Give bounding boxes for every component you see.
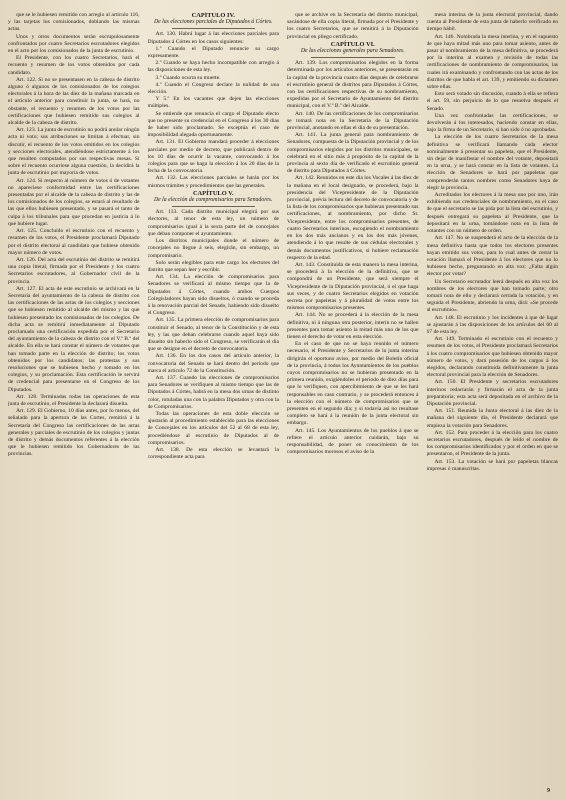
paragraph: Art. 129. El Gobierno, 10 días antes, por lo menos, del señalado para la apertura de las Cortes, remitirá á la Secretaría del Congreso las certificaciones de las actas generales y parciales de escrutinio de los colegios y juntas de distrito y demás documentos referentes á la elección que le hubiesen remitido los Gobernadores de las provincias. [8, 408, 140, 458]
paragraph: En el caso de que no se haya reunido el número necesario, el Presidente y Secretarios de la junta interina dirigirán el oportuno aviso, por medio del Boletín oficial de la provincia, á todos los Ayuntamientos de los pueblos cuyos compromisarios no se hubieran presentado en la primera reunión, exigiéndoles el período de diez días para que lo verifiquen, con apercibimiento de que se les hará responsables en caso contrario, y se procederá entonces á la elección con el número de compromisarios que se presenten en el segundo día; y si todavía así no resultase completo se hará á la reunión de la junta electoral sin embargo. [287, 341, 419, 427]
divider [311, 57, 395, 58]
paragraph: Una vez confrontadas las certificaciones, se devolverán á los interesados, haciendo constar en ellas, bajo la firma de un Secretario, si han sido ó no aprobadas. [426, 112, 558, 134]
paragraph: Art. 126. Del acta del escrutinio del distrito se remitirá una copia literal, firmada por el Presidente y los cuatro Secretarios escrutadores, al Gobernador civil de la provincia. [8, 256, 140, 285]
divider [172, 206, 256, 207]
paragraph: Art. 125. Concluido el escrutinio con el recuento y resumen de los votos, el Presidente proclamará Diputado por el distrito electoral al candidato que hubiese obtenido mayor número de votos. [8, 228, 140, 256]
paragraph: Art. 130. Habrá lugar á las elecciones parciales para Diputados á Córtes en los casos siguientes: [147, 31, 279, 45]
paragraph: 3.º Cuando ocurra su muerte. [155, 74, 221, 81]
paragraph: que se le hubiesen remitido con arreglo al artículo 116, y las tarjetas los comisionados, doblando las mismas actas. [8, 12, 140, 33]
paragraph: Art. 152. Para proceder á la elección para los cuatro secretarios escrutadores, después de leído el nombre de los compromisarios identificados y por el orden en que se presentaron, el Presidente de la junta. [426, 429, 558, 458]
paragraph: Art. 140. De las certificaciones de los compromisarios se tomará nota en la Secretaría de la Diputación provincial, anotando en ellas el día de su presentación. [287, 110, 419, 132]
paragraph: Y 5.º En los vacantes que dejen las elecciones múltiples. [147, 96, 279, 110]
paragraph: Art. 153. La votación se hará por papeletas blancas impresas ó manuscritas. [426, 458, 558, 472]
paragraph: Art. 136. En los dos casos del artículo anterior, la convocatoria del Senado se hará dentro del periodo que marca el artículo 72 de la Constitución. [147, 353, 279, 374]
chapter-heading: CAPÍTULO VI. [330, 40, 375, 48]
paragraph: La elección de los cuatro Secretarios de la mesa definitiva se verificará llamando cada elector nominalmente á presentar su papeleta, que el Presidente, sin dejar de manifestar el nombre del votante, depositará en la urna, y se hará constar en la lista de votantes. La elección de Senadores se hará por papeletas que comprenderán tantos nombres como Senadores haya de elegir la provincia. [426, 134, 558, 191]
paragraph: Art. 133. Cada distrito municipal elegirá por sus electores, al tenor de esta ley, un número de compromisarios igual á la sexta parte del de concejales que deban componer el ayuntamiento. [147, 209, 279, 237]
column-3 [287, 12, 419, 792]
chapter-subheading: De la elección de compromisarios para Senadores. [153, 197, 273, 204]
paragraph: Art. 141. La junta general para nombramiento de Senadores, compuesta de la Diputación provincial y de los compromisarios elegidos por los distritos municipales, se celebrará en el sitio más á propósito de la capital de la provincia al sexto día de verificado el escrutinio general de distrito para Diputados á Córtes. [287, 132, 419, 175]
paragraph: Acreditados los electores á la mesa uno por uno, irán exhibiendo sus credenciales de nombramiento, en el caso de que el secretario se las pida por la lista del escrutinio, y después entregará su papeleta al Presidente, que la depositará en la urna, tomándose nota en la lista de votantes con un número de orden. [426, 192, 558, 235]
paragraph: Art. 128. Terminadas todas las operaciones de esta junta de escrutinio, el Presidente la declarará disuelta. [8, 393, 140, 407]
paragraph: Un Secretario escrutador leerá después en alta voz los nombres de los electores que han tomado parte; otro tomará nota de ello y declarará cerrada la votación, y en seguida el Presidente, abriendo la urna, dirá: «Se procede al escrutinio». [426, 278, 558, 314]
paragraph: 2.º Cuando se haya hecho incompatible con arreglo á las disposiciones de esta ley. [147, 60, 279, 74]
paragraph: Art. 135. La primera elección de compromisarios para constituir el Senado, al tenor de la Constitución y de esta ley, y las que deban celebrarse cuando aquel haya sido disuelto sin haberlo sido el Congreso, se verificarán el día que se designe en el decreto de convocatoria. [147, 317, 279, 353]
paragraph: Esto será votado sin discusión, cuando á ella se refiera el art. 59, sin perjuicio de lo que resuelva después el Senado. [426, 91, 558, 112]
paragraph: Todas las operaciones de esta doble elección se ajustarán al procedimiento establecido para las elecciones de Concejales en los artículos del 52 al 68 de esta ley, procediéndose al escrutinio de Diputados al de compromisarios. [147, 410, 279, 446]
paragraph: Art. 138. De esta elección se levantará la correspondiente acta para [147, 446, 279, 461]
paragraph: que se archive en la Secretaría del distrito municipal, sacándose de ella copia literal, firmada por el Presidente y los cuatro Secretarios, que se remitirá á la Diputación provincial en pliego certificado. [287, 12, 419, 40]
paragraph: Art. 147. No se suspenderá el acto de la elección de la mesa definitiva hasta que todos los electores presentes hayan emitido sus votos, para lo cual antes de cerrar la votación llamará el Presidente á los electores que no lo hubiesen hecho, preguntando en alta voz: ¿Falta algún elector por votar? [426, 235, 558, 278]
column-1 [8, 12, 140, 792]
divider [172, 28, 256, 29]
paragraph: Art. 150. El Presidente y secretarios escrutadores interinos redactarán y firmarán el acta de la junta preparatoria; esta acta será depositada en el archivo de la Diputación provincial. [426, 379, 558, 407]
paragraph: Art. 143. Constituida de esta manera la mesa interina, se procederá á la elección de la definitiva, que se compondrá de un Presidente, que será siempre el Vicepresidente de la Diputación provincial, ó el que haga sus veces, y de cuatro Secretarios elegidos en votación secreta por papeletas y á pluralidad de votos entre los mismos compromisarios presentes. [287, 261, 419, 312]
paragraph: Art. 122. Si no se presentasen en la cabeza de distrito alguno ó algunos de los comisionados de los colegios electorales á la hora de las diez de la mañana marcada en el artículo anterior para constituir la junta, se hará, no obstante, el recuento y resumen de los votos por las certificaciones que hubiesen remitido sus colegios al alcalde de la cabeza de distrito. [8, 76, 140, 127]
chapter-subheading: De las elecciones parciales de Diputados á Córtes. [153, 19, 273, 26]
paragraph: Se entiende que renuncia el cargo el Diputado electo que no presente su credencial en el Congreso á los 30 días de haber sido proclamado. Se exceptúa el caso de imposibilidad alegada oportunamente. [147, 110, 279, 139]
paragraph: Unos y otros documentos serán escrupulosamente confrontados por cuatro Secretarios escrutadores elegidos en el acto por los comisionados de la junta de escrutinio. [8, 33, 140, 55]
paragraph: Solo serán elegibles para este cargo los electores del distrito que sepan leer y escribir. [147, 259, 279, 273]
paragraph: Art. 142. Reunidos en este día los Vocales á las diez de la mañana en el local designado, se procederá, bajo la presidencia del Vicepresidente de la Diputación provincial, prévia lectura del decreto de convocatoria y de la lista de los compromisarios que hubieran presentado sus certificaciones, al nombramiento, por dicho Sr. Vicepresidente, entre los compromisarios presentes, de cuatro Secretarios interinos, escogiendo el nombramiento en los dos más ancianos y en los dos más jóvenes, atendiendo á lo que resulte de sus cédulas electorales y demás documentos justificativos, si hubiere reclamación respecto de la edad. [287, 175, 419, 261]
paragraph: Los distritos municipales donde el número de concejales no llegue á seis, elegirán, sin embargo, un compromisario. [147, 238, 279, 259]
paragraph: Art. 139. Los compromisarios elegidos en la forma determinada por los artículos anteriores, se presentarán en la capital de la provincia cuatro días después de celebrarse el escrutinio general de distritos para Diputados á Córtes, con las certificaciones respectivas de su nombramiento, expedidas por el Secretario de Ayuntamiento del distrito municipal, con el V.º B.º del Alcalde. [287, 60, 419, 110]
column-4 [427, 12, 559, 792]
paragraph: Art. 145. Los Ayuntamientos de los pueblos á que se refiere el artículo anterior cuidarán, bajo su responsabilidad, de poner en conocimiento de los compromisarios morosos el aviso de la [287, 427, 419, 456]
chapter-heading: CAPÍTULO IV. [191, 12, 235, 19]
chapter-heading: CAPÍTULO V. [192, 189, 234, 197]
paragraph: Art. 132. Las elecciones parciales se harán por los mismos trámites y procedimientos que las generales. [147, 175, 279, 189]
paragraph: Art. 134. La elección de compromisarios para Senadores se verificará al mismo tiempo que la de Diputados á Córtes, cuando ambos Cuerpos Colegisladores hayan sido disueltos, ó cuando se proceda á la renovación parcial del Senado, habiendo sido disuelto el Congreso. [147, 274, 279, 317]
chapter-subheading: De las elecciones generales para Senadores. [300, 48, 405, 55]
paragraph: Art. 137. Cuando las elecciones de compromisarios para Senadores se verifiquen al mismo tiempo que las de Diputados á Córtes, habrá en la mesa dos urnas de distinto color, rotuladas una con la palabra Diputados y otra con la de Compromisarios. [147, 374, 279, 410]
paragraph: Art. 124. Si respecto al número de votos ó de votantes no apareciese conformidad entre las certificaciones presentadas por el alcalde de la cabeza de distrito y las de los comisionados de los colegios, se estará al resultado de las que ellos hubiesen presentado, y se pasará el tanto de culpa á los tribunales para que procedan en justicia á lo que hubiere lugar. [8, 177, 140, 227]
paragraph: Art. 146. Nombrada la mesa interina, y en el supuesto de que haya mitad más uno para tomar asiento, antes de pasar al nombramiento de la mesa definitiva, se procederá por la interina al examen y revisión de todas las certificaciones de nombramiento de compromisarios, las cuales irá examinando y confrontando con las actas de los distritos de que habla el art. 139, y emitiendo su dictamen sobre ellas. [426, 33, 558, 91]
paragraph: Art. 123. La junta de escrutinio no podrá anular ningún acta ni voto; sus atribuciones se limitan á efectuar, sin discutir, el recuento de los votos emitidos en los colegios y secciones electorales, atendiéndose estrictamente á los que resulten computados por sus respectivas mesas. Si sobre el recuento ocurriese alguna cuestión, la decidirá la junta de escrutinio por mayoría de votos. [8, 127, 140, 177]
paragraph: Art. 148. El escrutinio y los incidentes á que dé lugar se ajustarán á las disposiciones de los artículos del 60 al 67 de esta ley. [426, 314, 558, 335]
paragraph: Art. 144. No se procederá á la elección de la mesa definitiva, ni á ninguna otra posterior, interin no se hallen presentes para tomar asiento la mitad más uno de los que tienen el derecho de votar en esta elección. [287, 312, 419, 340]
paragraph: mesa interina de la junta electoral provincial, dando cuenta al Presidente de esta junta de haberlo verificado en tiempo hábil. [426, 12, 558, 33]
paragraph: Art. 127. El acta de este escrutinio se archivará en la Secretaría del ayuntamiento de la cabeza de distrito con las certificaciones de las actas de los colegios y secciones que se hubiesen remitido al alcalde del mismo y las que hubiesen presentado los comisionados de los colegios. De dicha acta se remitirá inmediatamente al Diputado proclamado una certificación expedida por el Secretario del ayuntamiento de la cabeza de distrito con el V.º B.º del alcalde. En ella se hará constar el número de votantes que han tomado parte en la elección de distrito; los votos obtenidos por los candidatos; las protestas y sus resoluciones que se hubiesen hecho y tomado en los colegios, y su proclamación. Esta certificación le servirá de credencial para presentarse en el Congreso de los Diputados. [8, 285, 140, 393]
paragraph: Art. 149. Terminado el escrutinio con el recuento y resumen de los votos, el Presidente proclamará Secretarios á los cuatro compromisarios que hubiesen obtenido mayor número de votos, y dará posesión de los cargos á los elegidos, declarando constituida definitivamente la junta electoral provincial para la elección de Senadores. [426, 336, 558, 379]
column-2 [148, 12, 280, 792]
paragraph: Art. 151. Reunida la Junta electoral á las diez de la mañana del siguiente día, el Presidente declarará que empieza la votación para Senadores. [426, 408, 558, 429]
text-columns [8, 12, 558, 792]
paragraph: 1.º Cuando el Diputado renuncie su cargo expresamente. [147, 45, 279, 60]
paragraph: Art. 131. El Gobierno mandará proceder á elecciones parciales por medio de decreto, que publicará dentro de los 10 días de ocurrir la vacante, convocando á los colegios para que se haga la elección á los 20 días de la fecha de la convocatoria. [147, 139, 279, 175]
page-number: 9 [547, 788, 550, 794]
paragraph: 4.º Cuando el Congreso declare la nulidad de una elección. [147, 81, 279, 96]
paragraph: El Presidente, con los cuatro Secretarios, hará el recuento y resumen de los votos obtenidos por cada candidato. [8, 55, 140, 76]
